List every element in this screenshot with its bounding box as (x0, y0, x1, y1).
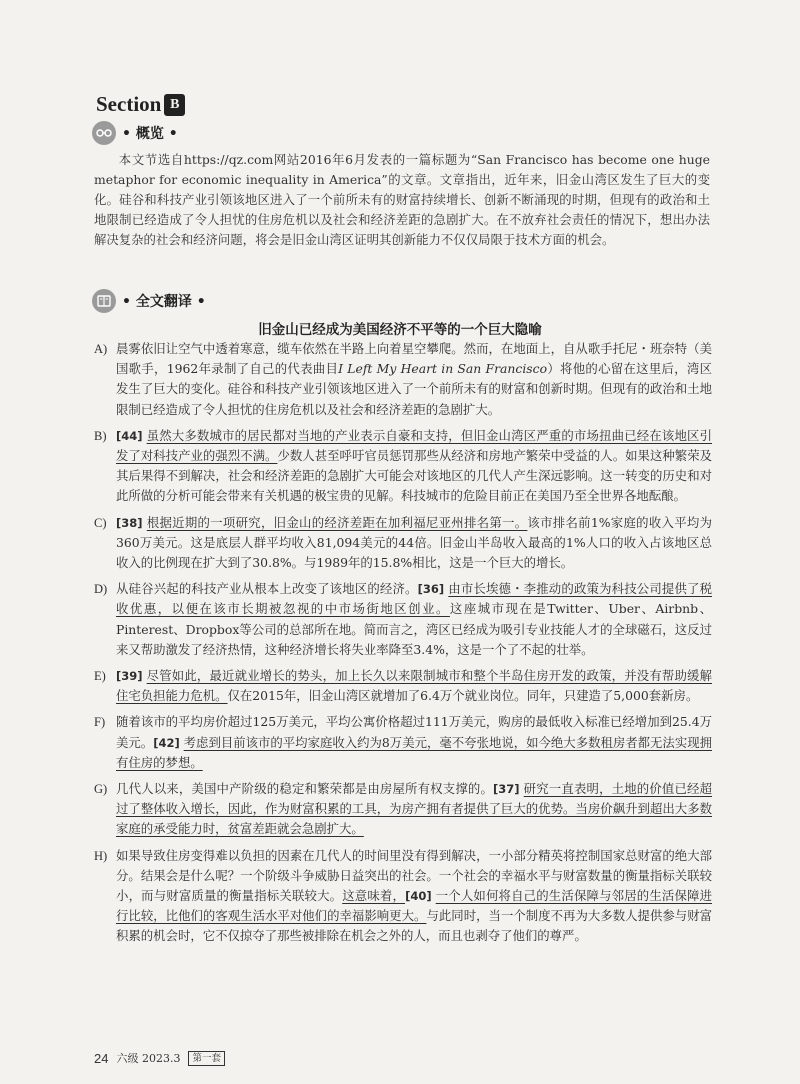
translation-paragraphs (94, 339, 712, 953)
paragraph-letter: E) (94, 669, 106, 684)
paragraph-letter: F) (94, 715, 106, 730)
song-title: I Left My Heart in San Francisco (338, 361, 548, 377)
translation-heading-text: • 全文翻译 • (122, 294, 206, 310)
paragraph-g (94, 779, 712, 840)
underlined-answer: 根据近期的一项研究，旧金山的经济差距在加利福尼亚州排名第一。 (146, 514, 528, 530)
paragraph-text: 随着该市的平均房价超过125万美元，平均公寓价格超过111万美元，购房的最低收入标准已经增加到25.4万美元。 (116, 714, 712, 750)
section-label: Section (96, 92, 162, 116)
paragraph-letter: C) (94, 515, 107, 530)
overview-heading (92, 121, 178, 145)
section-title (96, 92, 185, 117)
paragraph-text: 少数人甚至呼吁官员惩罚那些从经济和房地产繁荣中受益的人。如果这种繁荣及其后果得不到解决，社会和经济差距的急剧扩大可能会对该地区的几代人产生深远影响。这一转变的历史和对此所做的分析可能会带来有关机遇的极宝贵的见解。科技城市的危险目前正在美国乃至全世界各地酝酿。 (116, 448, 713, 504)
paragraph-d (94, 579, 712, 660)
question-tag: [38] (116, 515, 143, 530)
underlined-answer: 研究一直表明，土地的价值已经超过了整体收入增长，因此，作为财富积累的工具，为房产拥有者提供了巨大的优势。当房价飙升到超出大多数家庭的承受能力时，贫富差距就会急剧扩大。 (116, 781, 713, 837)
paragraph-letter: H) (94, 848, 108, 863)
paragraph-text: 如果导致住房变得难以负担的因素在几代人的时间里没有得到解决，一小部分精英将控制国家总财富的绝大部分。结果会是什么呢？一个阶级斗争威胁日益突出的社会。一个社会的幸福水平与财富数量的衡量指标关联较小，而与财富质量的衡量指标关联较大。 (116, 847, 712, 904)
page-footer (94, 1050, 225, 1066)
paragraph-c (94, 513, 712, 574)
article-title: 旧金山已经成为美国经济不平等的一个巨大隐喻 (258, 322, 542, 338)
paragraph-letter: G) (94, 782, 108, 797)
paragraph-text: 几代人以来，美国中产阶级的稳定和繁荣都是由房屋所有权支撑的。 (116, 781, 494, 797)
page-number: 24 (94, 1050, 109, 1066)
underlined-answer: 一个人如何将自己的生活保障与邻居的生活保障进行比较，比他们的客观生活水平对他们的幸福影响更大。 (116, 888, 713, 924)
paragraph-f (94, 712, 712, 773)
underlined-answer: 考虑到目前该市的平均家庭收入约为8万美元，毫不夸张地说，如今绝大多数租房者都无法实现拥有住房的梦想。 (116, 734, 713, 770)
paragraph-text: 该市排名前1%家庭的收入平均为360万美元。这是底层人群平均收入81,094美元的44倍。旧金山半岛收入最高的1%人口的收入占该地区总收入的比例现在扩大到了30.8%。与1989年的15.8%相比，这是一个巨大的增长。 (116, 514, 712, 571)
underlined-answer: 尽管如此，最近就业增长的势头，加上长久以来限制城市和整个半岛住房开发的政策，并没有帮助缓解住宅负担能力危机。 (116, 668, 712, 704)
question-tag: [40] (405, 889, 432, 904)
paragraph-letter: A) (94, 342, 108, 356)
paragraph-a (94, 339, 712, 420)
underlined-answer: 这意味着， (342, 888, 406, 904)
underlined-answer: 虽然大多数城市的居民都对当地的产业表示自豪和支持，但旧金山湾区严重的市场扭曲已经在该地区引发了对科技产业的强烈不满。 (116, 427, 712, 464)
translation-heading (92, 289, 206, 313)
question-tag: [36] (417, 582, 445, 597)
overview-summary: 本文节选自https://qz.com网站2016年6月发表的一篇标题为“San Francisco has become one huge metaphor for economic inequality in America”的文章。文章指出，近年来，旧金山湾区发生了巨大的变化。硅谷和科技产业引领该地区进入了一个前所未有的财富持续增长、创新不断涌现的时期，但现有的政治和土地限制已经造成了令人担忧的住房危机以及社会和经济差距的急剧扩大。在不放弃社会责任的情况下，想出办法解决复杂的社会和经济问题，将会是旧金山湾区证明其创新能力不仅仅局限于技术方面的机会。 (94, 152, 710, 247)
overview-heading-text: • 概览 • (122, 126, 178, 142)
paragraph-text: 晨雾依旧让空气中透着寒意，缆车依然在半路上向着星空攀爬。然而，在地面上，自从歌手托尼・班奈特（美国歌手，1962年录制了自己的代表曲目 (116, 341, 712, 377)
question-tag: [44] (116, 428, 143, 443)
question-tag: [39] (116, 669, 143, 684)
paragraph-text: 这座城市现在是Twitter、Uber、Airbnb、Pinterest、Dropbox等公司的总部所在地。简而言之，湾区已经成为吸引专业技能人才的全球磁石，这反过来又帮助激发了经济热情，这种经济增长将失业率降至3.4%，这是一个了不起的壮举。 (116, 601, 712, 657)
book-icon (92, 289, 116, 313)
paragraph-b (94, 426, 712, 507)
paragraph-text: 仅在2015年，旧金山湾区就增加了6.4万个就业岗位。同年，只建造了5,000套新房。 (227, 688, 699, 704)
paragraph-text: ）将他的心留在这里后，湾区发生了巨大的变化。硅谷和科技产业引领该地区进入了一个前所未有的财富和创新时期。但现有的政治和土地限制已经造成了令人担忧的住房危机以及社会和经济差距的急剧扩大。 (116, 361, 712, 417)
paragraph-letter: B) (94, 428, 107, 443)
underlined-answer: 由市长埃德・李推动的政策为科技公司提供了税收优惠，以便在该市长期被忽视的中市场街地区创业。 (116, 581, 713, 617)
set-badge: 第一套 (188, 1051, 225, 1066)
paragraph-e (94, 666, 712, 706)
section-letter-badge: B (164, 94, 185, 116)
question-tag: [37] (493, 782, 520, 797)
glasses-icon (92, 121, 116, 145)
question-tag: [42] (153, 735, 180, 750)
paragraph-h (94, 846, 712, 947)
paragraph-text: 与此同时，当一个制度不再为大多数人提供参与财富积累的机会时，它不仅掠夺了那些被排除在机会之外的人，而且也剥夺了他们的尊严。 (116, 908, 713, 944)
paragraph-letter: D) (94, 582, 108, 597)
magazine-issue: 六级 2023.3 (116, 1052, 181, 1065)
paragraph-text: 从硅谷兴起的科技产业从根本上改变了该地区的经济。 (116, 581, 418, 597)
